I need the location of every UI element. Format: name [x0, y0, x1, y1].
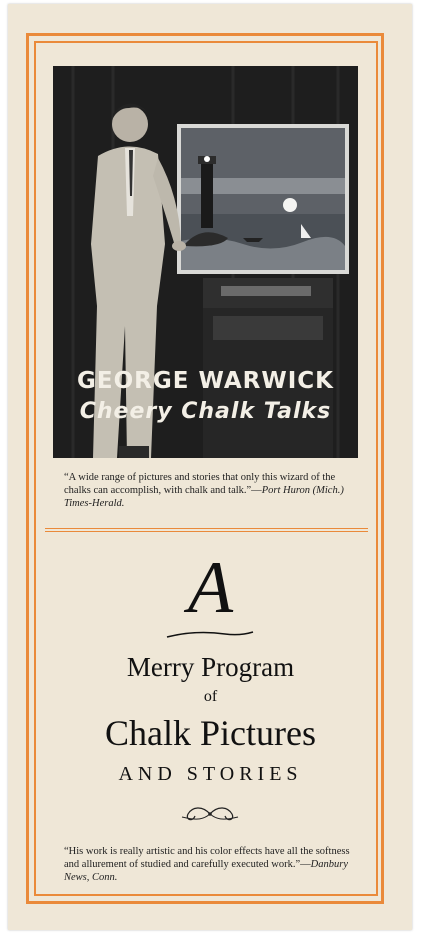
initial-swash — [165, 628, 255, 640]
program-title-line4: AND STORIES — [118, 763, 303, 785]
portrait-photo — [53, 66, 358, 458]
quote-source: Port Huron (Mich.) Times-Herald. — [64, 485, 344, 509]
quote-text: “His work is really artistic and his color effects have all the softness and allurement of studied and carefully executed work.”— — [64, 846, 350, 870]
program-title-line3: Chalk Pictures — [105, 713, 316, 753]
quote-danbury-news — [64, 845, 358, 884]
flourish-ornament — [178, 803, 242, 825]
quote-text: “A wide range of pictures and stories that only this wizard of the chalks can accomplish, with chalk and talk.”— — [64, 472, 336, 496]
orange-divider — [45, 528, 368, 532]
quote-port-huron — [64, 471, 354, 510]
program-title-line2: of — [203, 688, 218, 705]
decorative-initial: A — [187, 547, 234, 629]
title-cheery-chalk-talks: Cheery Chalk Talks — [79, 399, 332, 424]
title-george-warwick: GEORGE WARWICK — [77, 368, 334, 394]
quote-source: Danbury News, Conn. — [64, 859, 348, 883]
program-title-line1: Merry Program — [126, 652, 295, 682]
